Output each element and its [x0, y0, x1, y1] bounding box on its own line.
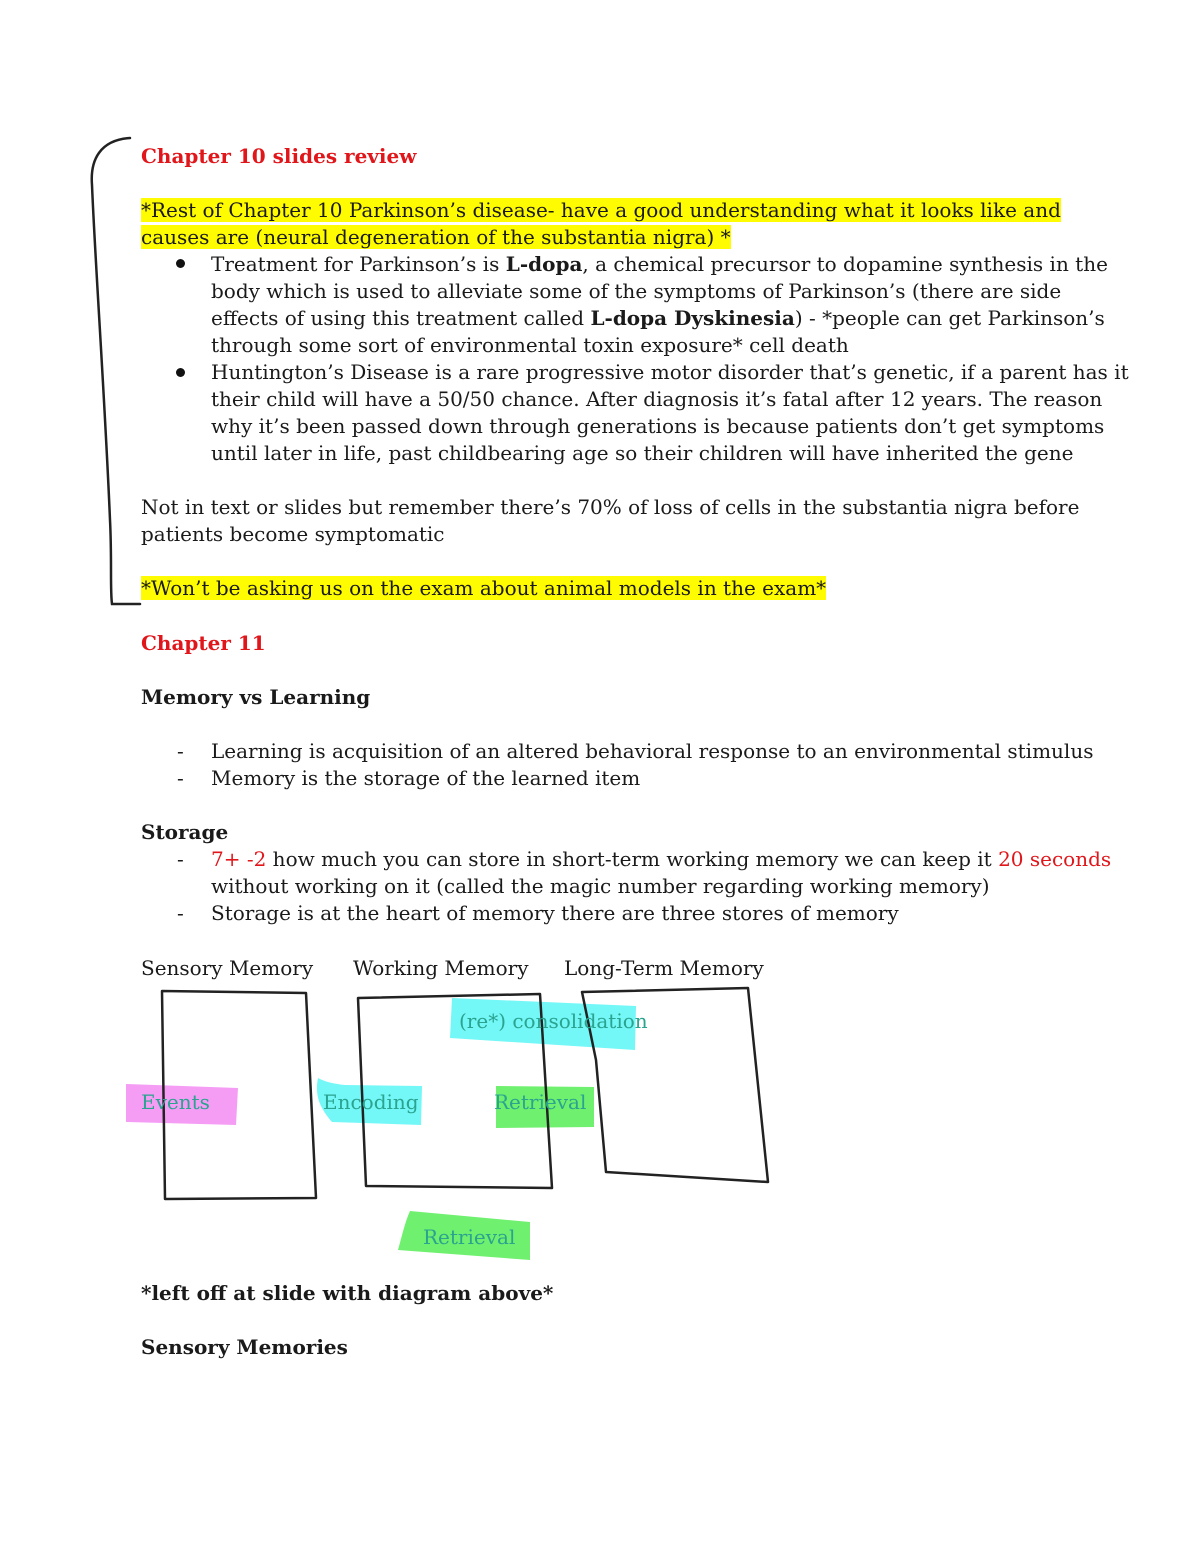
twenty-seconds: 20 seconds [998, 847, 1112, 871]
retrieval-top-label: Retrieval [494, 1090, 587, 1114]
substantia-nigra-note-line2: patients become symptomatic [141, 522, 445, 546]
bracket-stroke [92, 138, 140, 604]
memory-definition: Memory is the storage of the learned item [211, 766, 641, 790]
ldopa-dyskinesia-term: L-dopa Dyskinesia [590, 306, 795, 330]
sensory-memories-heading: Sensory Memories [141, 1335, 348, 1359]
magic-number: 7+ -2 [211, 847, 267, 871]
huntingtons-line1: Huntington’s Disease is a rare progressive motor disorder that’s genetic, if a parent has it [211, 360, 1129, 384]
dash-marker: - [177, 847, 184, 871]
events-label: Events [141, 1090, 210, 1114]
working-memory-label: Working Memory [353, 956, 529, 980]
dash-marker: - [177, 766, 184, 790]
storage-item-magic-number: 7+ -2 how much you can store in short-term working memory we can keep it 20 seconds [211, 847, 1112, 871]
highlight-text: *Rest of Chapter 10 Parkinson’s disease- have a good understanding what it looks like and [141, 198, 1061, 222]
left-off-note: *left off at slide with diagram above* [141, 1281, 554, 1305]
chapter10-heading: Chapter 10 slides review [141, 144, 417, 168]
ldopa-line3: effects of using this treatment called L-dopa Dyskinesia) - *people can get Parkinson’s [211, 306, 1105, 330]
retrieval-bottom-label: Retrieval [423, 1225, 516, 1249]
learning-definition: Learning is acquisition of an altered behavioral response to an environmental stimulus [211, 739, 1094, 763]
chapter11-heading: Chapter 11 [141, 631, 266, 655]
consolidation-label: (re*) consolidation [459, 1009, 648, 1033]
ldopa-line2: body which is used to alleviate some of the symptoms of Parkinson’s (there are side [211, 279, 1062, 303]
dash-marker: - [177, 739, 184, 763]
exam-note [141, 575, 826, 602]
encoding-label: Encoding [323, 1090, 419, 1114]
highlight-text: *Won’t be asking us on the exam about animal models in the exam* [141, 576, 827, 600]
parkinsons-highlight-line2 [141, 224, 731, 251]
ldopa-term: L-dopa [505, 252, 583, 276]
huntingtons-line2: their child will have a 50/50 chance. After diagnosis it’s fatal after 12 years. The reason [211, 387, 1103, 411]
storage-heading: Storage [141, 820, 229, 844]
storage-item-magic-number-cont: without working on it (called the magic number regarding working memory) [211, 874, 990, 898]
bullet-icon [176, 259, 185, 268]
huntingtons-line3: why it’s been passed down through generations is because patients don’t get symptoms [211, 414, 1105, 438]
huntingtons-line4: until later in life, past childbearing age so their children will have inherited the gene [211, 441, 1074, 465]
dash-marker: - [177, 901, 184, 925]
highlight-text: causes are (neural degeneration of the substantia nigra) * [141, 225, 731, 249]
ldopa-line4: through some sort of environmental toxin exposure* cell death [211, 333, 849, 357]
sensory-memory-label: Sensory Memory [141, 956, 314, 980]
parkinsons-highlight-line1 [141, 197, 1061, 224]
substantia-nigra-note-line1: Not in text or slides but remember there’s 70% of loss of cells in the substantia nigra before [141, 495, 1080, 519]
bullet-icon [176, 368, 185, 377]
ldopa-line1: Treatment for Parkinson’s is L-dopa, a chemical precursor to dopamine synthesis in the [211, 252, 1108, 276]
memory-vs-learning-heading: Memory vs Learning [141, 685, 371, 709]
storage-item-three-stores: Storage is at the heart of memory there are three stores of memory [211, 901, 899, 925]
long-term-memory-label: Long-Term Memory [564, 956, 764, 980]
